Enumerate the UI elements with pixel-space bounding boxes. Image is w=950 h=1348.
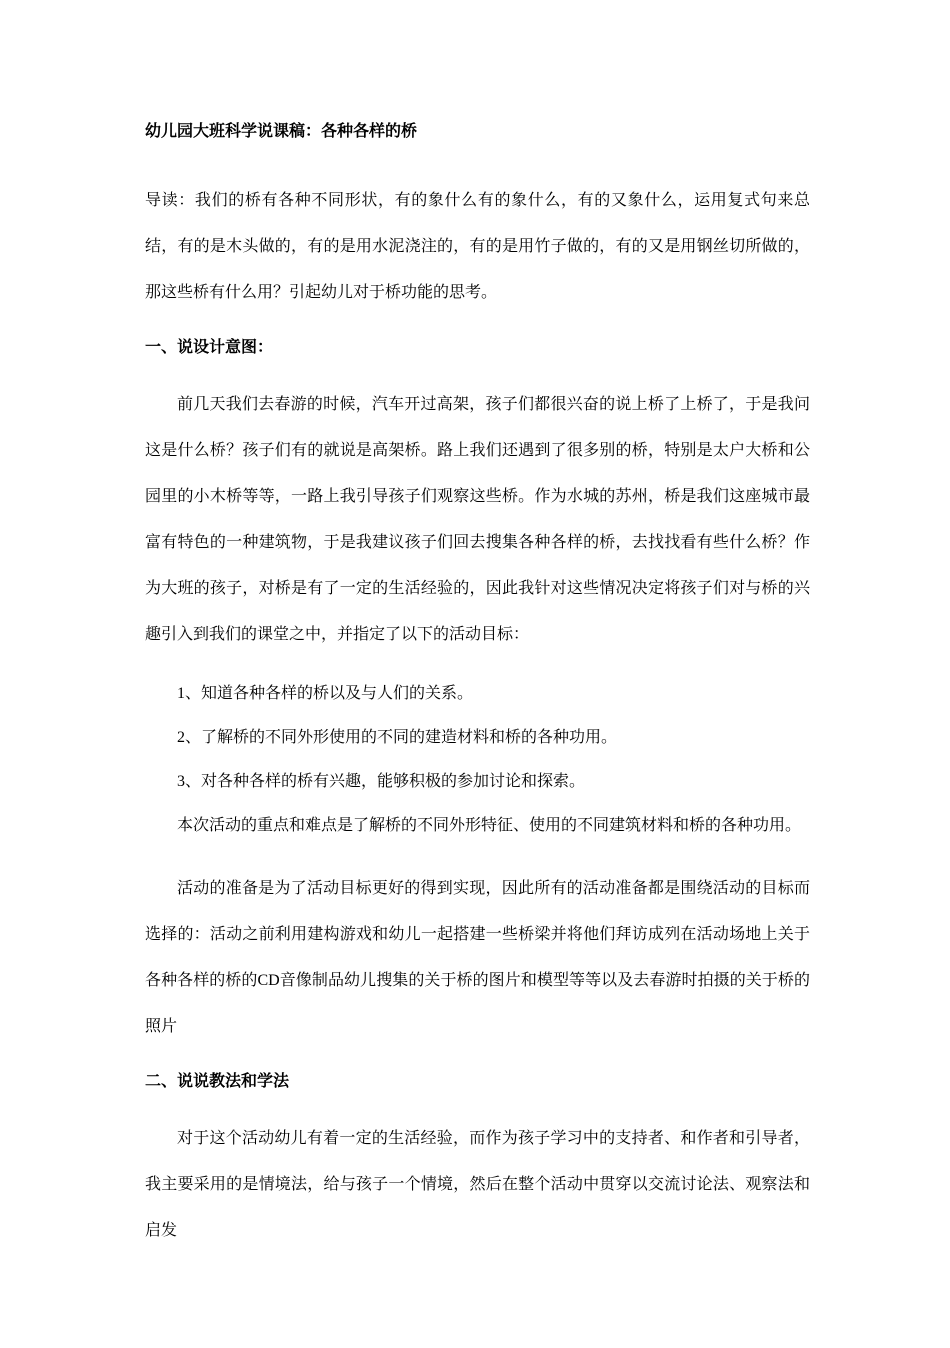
paragraph: 活动的准备是为了活动目标更好的得到实现，因此所有的活动准备都是围绕活动的目标而选择的：活动之前利用建构游戏和幼儿一起搭建一些桥梁并将他们拜访成列在活动场地上关于各种各样的桥的CD音像制品幼儿搜集的关于桥的图片和模型等等以及去春游时拍摄的关于桥的照片: [145, 880, 810, 1035]
paragraph: 导读：我们的桥有各种不同形状，有的象什么有的象什么，有的又象什么，运用复式句来总结，有的是木头做的，有的是用水泥浇注的，有的是用竹子做的，有的又是用钢丝切所做的，那这些桥有什么用？引起幼儿对于桥功能的思考。: [145, 192, 810, 301]
paragraph: 对于这个活动幼儿有着一定的生活经验，而作为孩子学习中的支持者、和作者和引导者，我主要采用的是情境法，给与孩子一个情境，然后在整个活动中贯穿以交流讨论法、观察法和启发: [145, 1130, 810, 1239]
document-body: [145, 178, 810, 1254]
list-item: 1、知道各种各样的桥以及与人们的关系。: [177, 685, 474, 702]
document-title: 幼儿园大班科学说课稿：各种各样的桥: [145, 123, 418, 140]
paragraph: 前几天我们去春游的时候，汽车开过高架，孩子们都很兴奋的说上桥了上桥了，于是我问这是什么桥？孩子们有的就说是高架桥。路上我们还遇到了很多别的桥，特别是太户大桥和公园里的小木桥等等，一路上我引导孩子们观察这些桥。作为水城的苏州，桥是我们这座城市最富有特色的一种建筑物，于是我建议孩子们回去搜集各种各样的桥，去找找看有些什么桥？作为大班的孩子，对桥是有了一定的生活经验的，因此我针对这些情况决定将孩子们对与桥的兴趣引入到我们的课堂之中，并指定了以下的活动目标：: [145, 396, 810, 643]
section-heading: 一、说设计意图：: [145, 339, 274, 356]
section-heading: 二、说说教法和学法: [145, 1073, 290, 1090]
list-item: 本次活动的重点和难点是了解桥的不同外形特征、使用的不同建筑材料和桥的各种功用。: [177, 817, 802, 834]
list-item: 3、对各种各样的桥有兴趣，能够积极的参加讨论和探索。: [177, 773, 586, 790]
list-item: 2、了解桥的不同外形使用的不同的建造材料和桥的各种功用。: [177, 729, 618, 746]
